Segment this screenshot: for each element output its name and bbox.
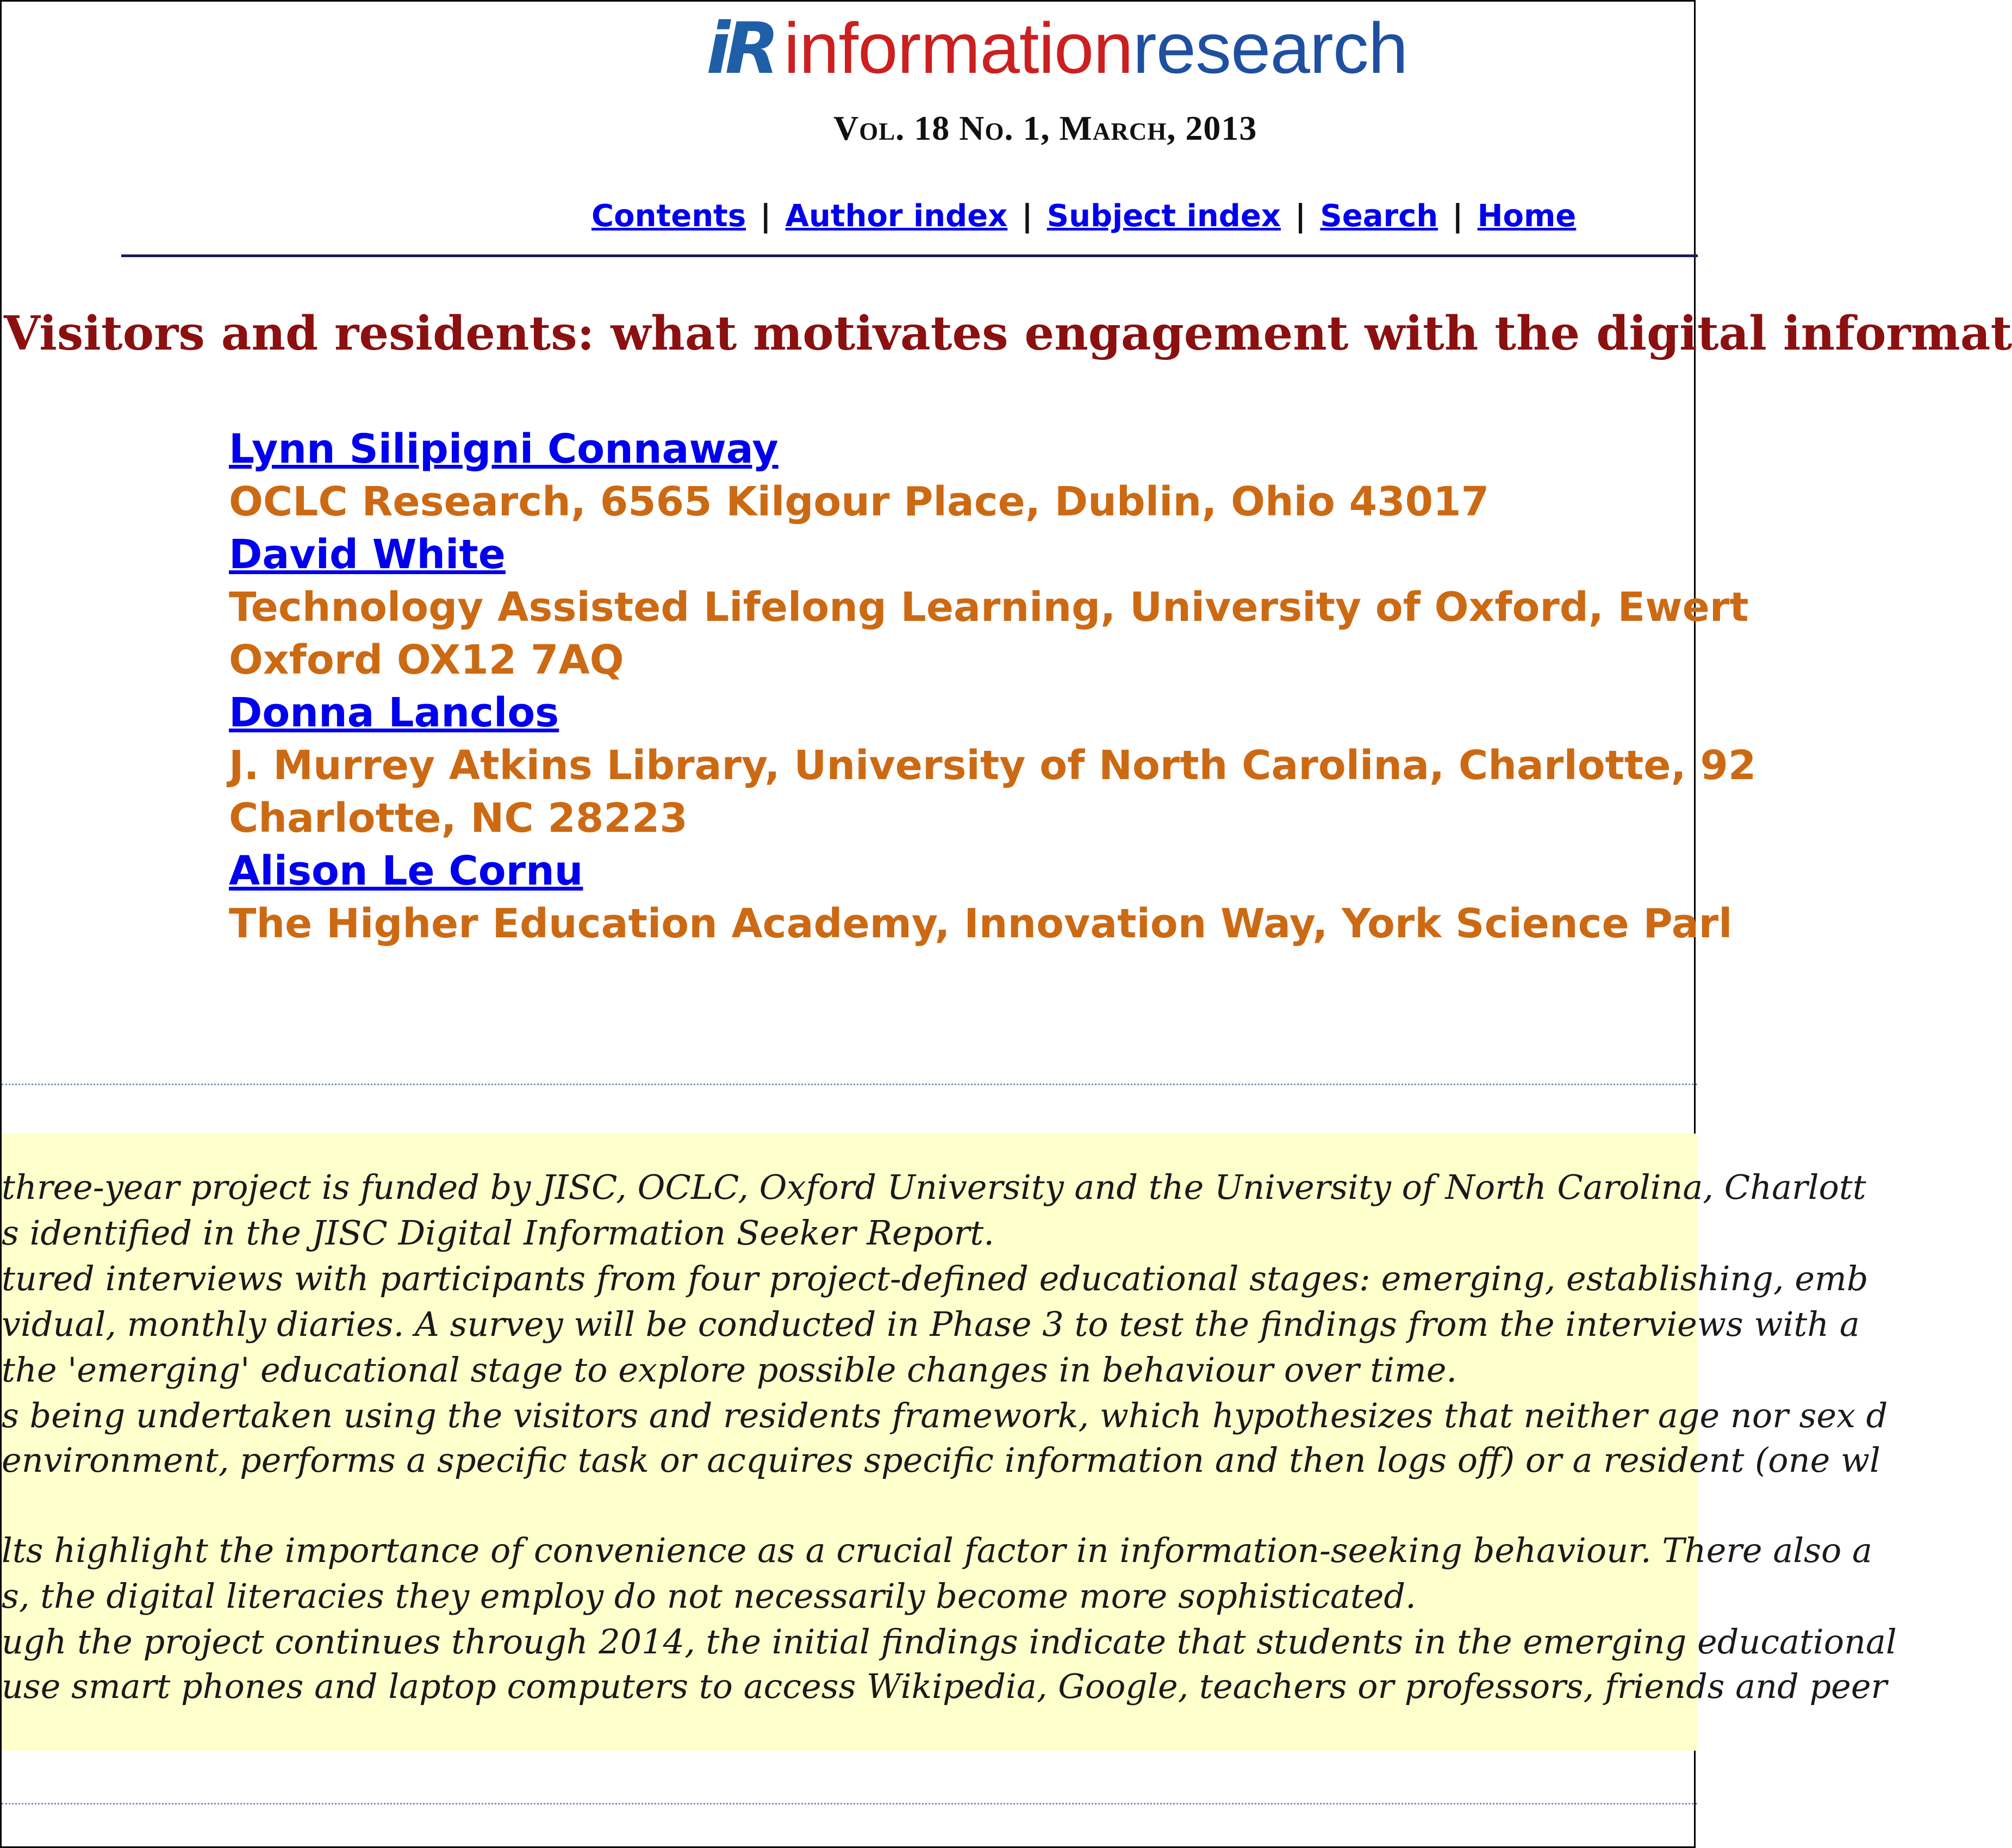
section-divider: [2, 1803, 1697, 1805]
author-list: [229, 423, 1756, 950]
author-affiliation: Technology Assisted Lifelong Learning, University of Oxford, Ewert: [229, 584, 1749, 631]
abstract-line: tured interviews with participants from four project-defined educational stages: emerging, establishing, emb: [2, 1259, 1868, 1298]
abstract-line: s being undertaken using the visitors and residents framework, which hypothesizes that neither age nor sex d: [2, 1396, 1888, 1435]
header-divider: [121, 254, 1698, 257]
logo-word-information: information: [783, 8, 1133, 88]
author-affiliation: Oxford OX12 7AQ: [229, 637, 624, 683]
nav-link-contents[interactable]: Contents: [591, 198, 746, 234]
author-name-link[interactable]: Lynn Silipigni Connaway: [229, 426, 778, 472]
author-affiliation: OCLC Research, 6565 Kilgour Place, Dublin, Ohio 43017: [229, 478, 1490, 525]
author-name-link[interactable]: Alison Le Cornu: [229, 848, 583, 894]
nav-link-home[interactable]: Home: [1477, 198, 1577, 234]
information-research-logo[interactable]: [706, 7, 1407, 89]
author-affiliation: J. Murrey Atkins Library, University of North Carolina, Charlotte, 92: [229, 742, 1756, 789]
author-affiliation: Charlotte, NC 28223: [229, 795, 688, 842]
nav-link-subject-index[interactable]: Subject index: [1047, 198, 1281, 234]
article-title: Visitors and residents: what motivates engagement with the digital informat: [4, 306, 2012, 361]
nav-separator: |: [1021, 198, 1033, 234]
logo-word-research: research: [1132, 8, 1408, 88]
abstract-line: the 'emerging' educational stage to explore possible changes in behaviour over time.: [2, 1350, 1457, 1390]
abstract-box: [2, 1134, 1897, 1751]
nav-link-search[interactable]: Search: [1320, 198, 1438, 234]
top-navigation: [591, 198, 1576, 234]
section-divider: [2, 1084, 1697, 1085]
abstract-line: three-year project is funded by JISC, OCLC, Oxford University and the University of North Carolina, Charlott: [2, 1167, 1866, 1207]
abstract-line: use smart phones and laptop computers to access Wikipedia, Google, teachers or professors, friends and peer: [2, 1666, 1888, 1706]
abstract-line: vidual, monthly diaries. A survey will be conducted in Phase 3 to test the findings from the interviews with a: [2, 1304, 1860, 1344]
nav-link-author-index[interactable]: Author index: [785, 198, 1008, 234]
volume-issue-line: Vol. 18 No. 1, March, 2013: [833, 109, 1257, 147]
abstract-line: lts highlight the importance of convenience as a crucial factor in information-seeking behaviour. There also a: [2, 1530, 1872, 1570]
author-affiliation: The Higher Education Academy, Innovation Way, York Science Parl: [229, 900, 1733, 947]
nav-separator: |: [760, 198, 771, 234]
nav-separator: |: [1294, 198, 1306, 234]
abstract-line: environment, performs a specific task or acquires specific information and then logs off) or a resident (one wl: [2, 1440, 1880, 1480]
author-name-link[interactable]: David White: [229, 531, 506, 578]
author-name-link[interactable]: Donna Lanclos: [229, 689, 559, 736]
abstract-line: s, the digital literacies they employ do not necessarily become more sophisticated.: [2, 1576, 1416, 1616]
abstract-line: ugh the project continues through 2014, the initial findings indicate that students in the emerging educational: [2, 1622, 1897, 1662]
abstract-line: s identified in the JISC Digital Information Seeker Report.: [2, 1213, 994, 1253]
nav-separator: |: [1452, 198, 1463, 234]
ir-logo-mark: iR: [706, 7, 774, 90]
